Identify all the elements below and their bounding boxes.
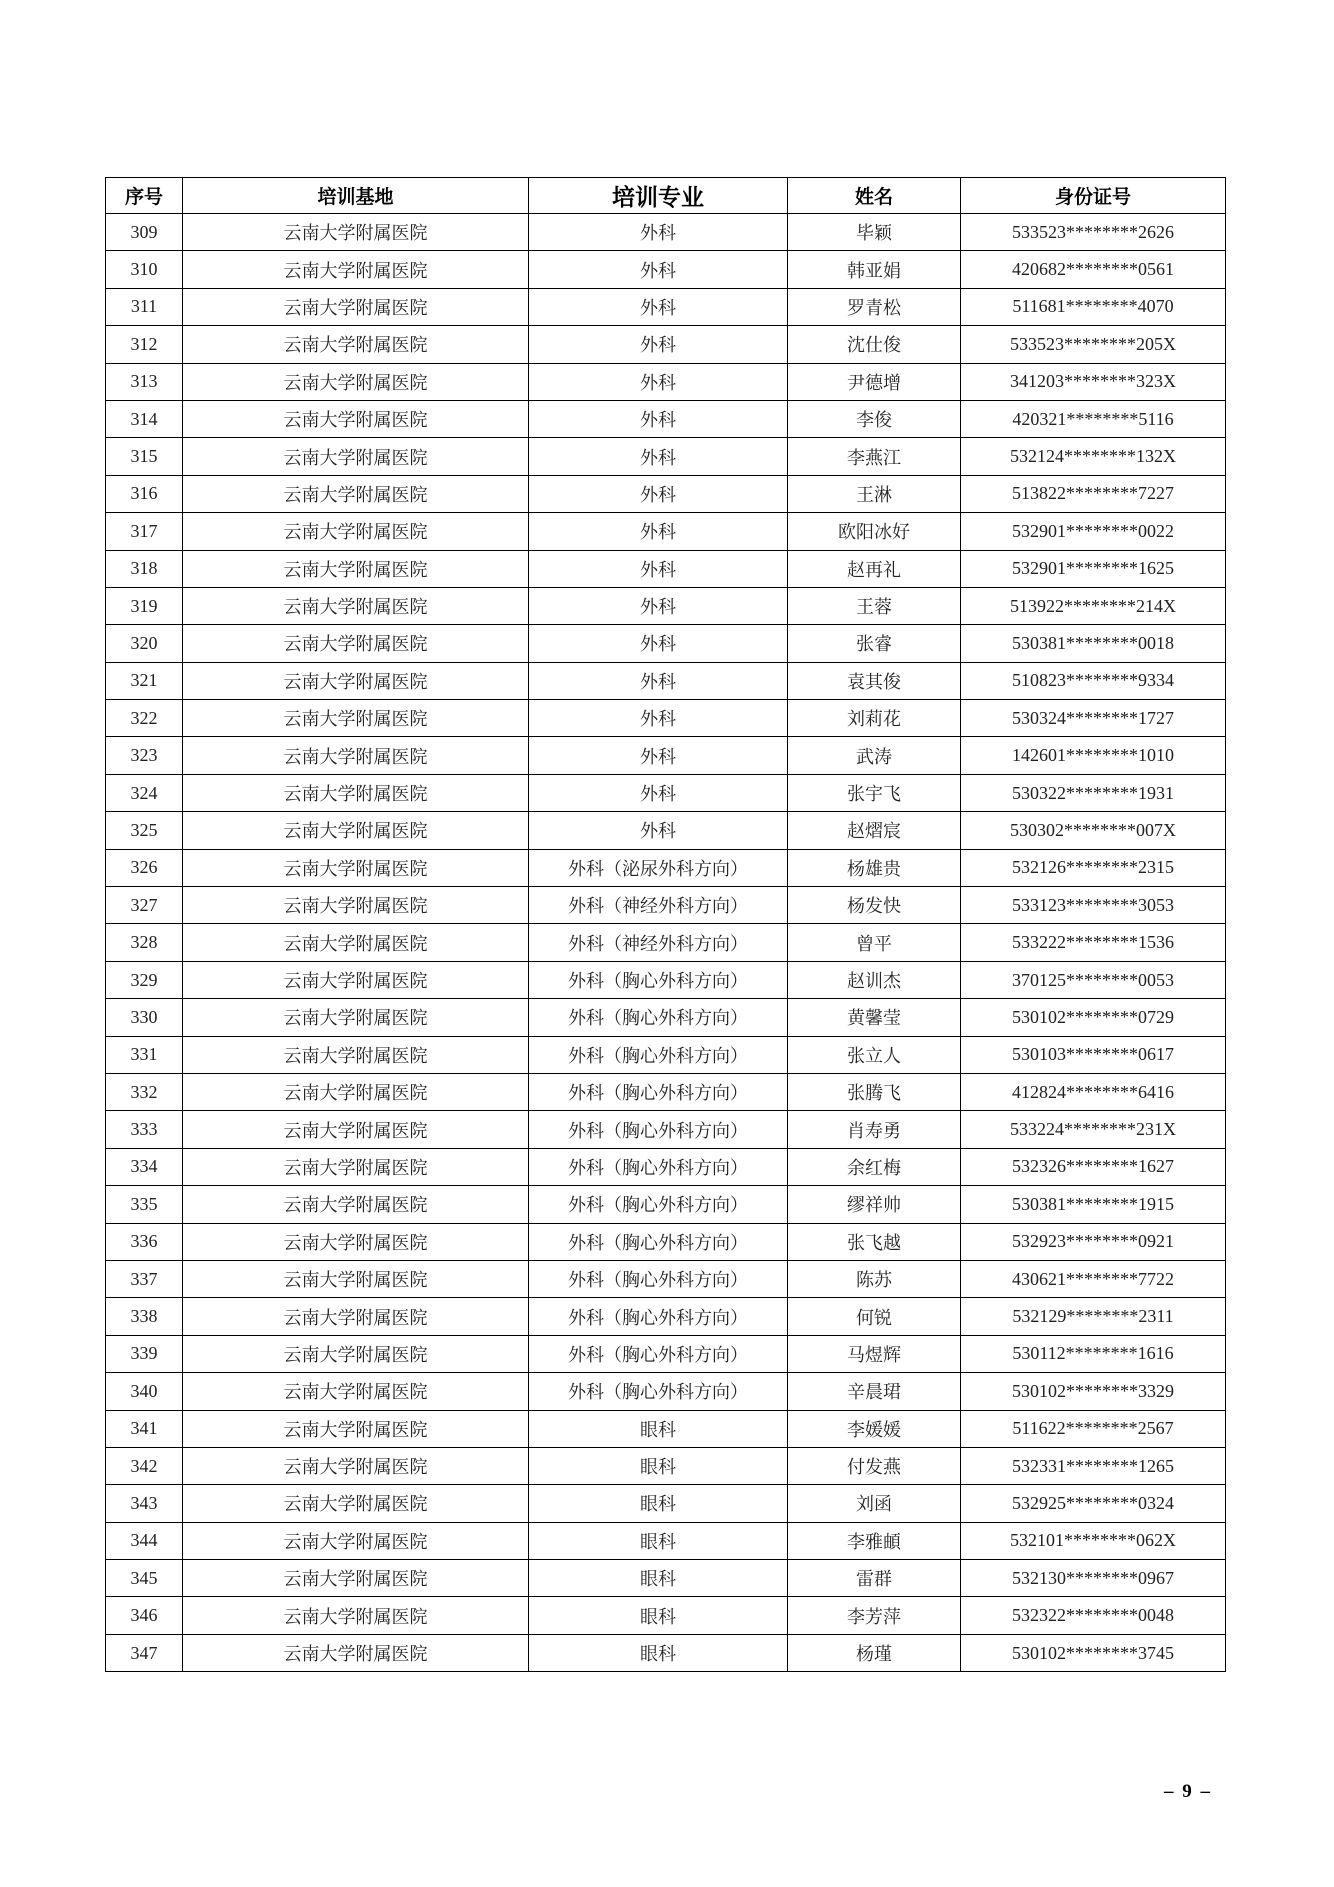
table-row bbox=[106, 961, 1226, 998]
cell-serial-number: 324 bbox=[106, 774, 183, 811]
cell-training-major: 外科（胸心外科方向） bbox=[529, 961, 788, 998]
cell-id-number: 530302********007X bbox=[961, 812, 1226, 849]
table-row bbox=[106, 1485, 1226, 1522]
cell-training-base: 云南大学附属医院 bbox=[183, 812, 529, 849]
cell-name: 李媛媛 bbox=[788, 1410, 961, 1447]
cell-training-major: 眼科 bbox=[529, 1447, 788, 1484]
cell-training-major: 外科 bbox=[529, 475, 788, 512]
cell-serial-number: 309 bbox=[106, 214, 183, 251]
cell-id-number: 430621********7722 bbox=[961, 1260, 1226, 1297]
cell-serial-number: 333 bbox=[106, 1111, 183, 1148]
cell-name: 马煜辉 bbox=[788, 1335, 961, 1372]
cell-name: 辛晨珺 bbox=[788, 1373, 961, 1410]
cell-name: 韩亚娟 bbox=[788, 251, 961, 288]
cell-serial-number: 334 bbox=[106, 1148, 183, 1185]
cell-training-major: 外科 bbox=[529, 700, 788, 737]
cell-training-major: 外科（胸心外科方向） bbox=[529, 1111, 788, 1148]
cell-name: 罗青松 bbox=[788, 288, 961, 325]
cell-training-major: 眼科 bbox=[529, 1485, 788, 1522]
cell-id-number: 532326********1627 bbox=[961, 1148, 1226, 1185]
cell-serial-number: 323 bbox=[106, 737, 183, 774]
cell-name: 何锐 bbox=[788, 1298, 961, 1335]
cell-name: 李雅頔 bbox=[788, 1522, 961, 1559]
cell-training-base: 云南大学附属医院 bbox=[183, 288, 529, 325]
cell-id-number: 533224********231X bbox=[961, 1111, 1226, 1148]
cell-training-major: 眼科 bbox=[529, 1410, 788, 1447]
cell-training-major: 外科 bbox=[529, 438, 788, 475]
table-row bbox=[106, 700, 1226, 737]
cell-training-base: 云南大学附属医院 bbox=[183, 1036, 529, 1073]
table-row bbox=[106, 475, 1226, 512]
cell-serial-number: 338 bbox=[106, 1298, 183, 1335]
cell-serial-number: 313 bbox=[106, 363, 183, 400]
cell-serial-number: 322 bbox=[106, 700, 183, 737]
cell-id-number: 530102********3745 bbox=[961, 1634, 1226, 1671]
cell-id-number: 530103********0617 bbox=[961, 1036, 1226, 1073]
cell-training-major: 外科（胸心外科方向） bbox=[529, 999, 788, 1036]
cell-training-base: 云南大学附属医院 bbox=[183, 774, 529, 811]
cell-id-number: 510823********9334 bbox=[961, 662, 1226, 699]
table-row bbox=[106, 887, 1226, 924]
cell-serial-number: 337 bbox=[106, 1260, 183, 1297]
cell-training-major: 外科 bbox=[529, 251, 788, 288]
table-row bbox=[106, 251, 1226, 288]
cell-name: 陈苏 bbox=[788, 1260, 961, 1297]
cell-serial-number: 335 bbox=[106, 1186, 183, 1223]
cell-id-number: 420321********5116 bbox=[961, 400, 1226, 437]
cell-name: 李俊 bbox=[788, 400, 961, 437]
cell-name: 黄馨莹 bbox=[788, 999, 961, 1036]
cell-serial-number: 340 bbox=[106, 1373, 183, 1410]
cell-training-base: 云南大学附属医院 bbox=[183, 1373, 529, 1410]
cell-training-base: 云南大学附属医院 bbox=[183, 1223, 529, 1260]
cell-serial-number: 331 bbox=[106, 1036, 183, 1073]
cell-name: 赵再礼 bbox=[788, 550, 961, 587]
cell-serial-number: 336 bbox=[106, 1223, 183, 1260]
cell-id-number: 533123********3053 bbox=[961, 887, 1226, 924]
cell-id-number: 530381********0018 bbox=[961, 625, 1226, 662]
cell-serial-number: 316 bbox=[106, 475, 183, 512]
cell-training-major: 外科（胸心外科方向） bbox=[529, 1223, 788, 1260]
table-row bbox=[106, 1298, 1226, 1335]
cell-serial-number: 328 bbox=[106, 924, 183, 961]
cell-training-major: 外科 bbox=[529, 214, 788, 251]
cell-name: 张宇飞 bbox=[788, 774, 961, 811]
cell-training-major: 外科（胸心外科方向） bbox=[529, 1073, 788, 1110]
cell-id-number: 532129********2311 bbox=[961, 1298, 1226, 1335]
cell-training-base: 云南大学附属医院 bbox=[183, 1335, 529, 1372]
cell-training-base: 云南大学附属医院 bbox=[183, 1111, 529, 1148]
cell-id-number: 532331********1265 bbox=[961, 1447, 1226, 1484]
cell-training-major: 眼科 bbox=[529, 1522, 788, 1559]
cell-training-base: 云南大学附属医院 bbox=[183, 1148, 529, 1185]
cell-serial-number: 343 bbox=[106, 1485, 183, 1522]
trainee-roster-table bbox=[105, 177, 1226, 1672]
table-row bbox=[106, 1111, 1226, 1148]
cell-training-base: 云南大学附属医院 bbox=[183, 438, 529, 475]
table-header-row bbox=[106, 178, 1226, 214]
cell-id-number: 530102********0729 bbox=[961, 999, 1226, 1036]
cell-training-major: 外科 bbox=[529, 550, 788, 587]
cell-training-base: 云南大学附属医院 bbox=[183, 1073, 529, 1110]
table-row bbox=[106, 1522, 1226, 1559]
cell-serial-number: 346 bbox=[106, 1597, 183, 1634]
cell-training-base: 云南大学附属医院 bbox=[183, 1260, 529, 1297]
cell-training-base: 云南大学附属医院 bbox=[183, 961, 529, 998]
table-row bbox=[106, 400, 1226, 437]
cell-training-base: 云南大学附属医院 bbox=[183, 1597, 529, 1634]
cell-serial-number: 339 bbox=[106, 1335, 183, 1372]
column-header-serial-number: 序号 bbox=[106, 178, 183, 214]
cell-serial-number: 315 bbox=[106, 438, 183, 475]
cell-serial-number: 314 bbox=[106, 400, 183, 437]
cell-serial-number: 312 bbox=[106, 326, 183, 363]
cell-training-base: 云南大学附属医院 bbox=[183, 587, 529, 624]
table-row bbox=[106, 1186, 1226, 1223]
cell-name: 袁其俊 bbox=[788, 662, 961, 699]
cell-id-number: 530381********1915 bbox=[961, 1186, 1226, 1223]
cell-name: 赵训杰 bbox=[788, 961, 961, 998]
column-header-name: 姓名 bbox=[788, 178, 961, 214]
cell-id-number: 533222********1536 bbox=[961, 924, 1226, 961]
cell-training-major: 外科（泌尿外科方向） bbox=[529, 849, 788, 886]
table-row bbox=[106, 513, 1226, 550]
cell-training-base: 云南大学附属医院 bbox=[183, 1560, 529, 1597]
cell-training-major: 外科（胸心外科方向） bbox=[529, 1298, 788, 1335]
cell-training-base: 云南大学附属医院 bbox=[183, 214, 529, 251]
column-header-training-base: 培训基地 bbox=[183, 178, 529, 214]
cell-training-base: 云南大学附属医院 bbox=[183, 924, 529, 961]
cell-id-number: 341203********323X bbox=[961, 363, 1226, 400]
table-row bbox=[106, 1447, 1226, 1484]
cell-serial-number: 344 bbox=[106, 1522, 183, 1559]
cell-name: 欧阳冰好 bbox=[788, 513, 961, 550]
cell-serial-number: 326 bbox=[106, 849, 183, 886]
cell-name: 毕颖 bbox=[788, 214, 961, 251]
cell-training-base: 云南大学附属医院 bbox=[183, 326, 529, 363]
table-row bbox=[106, 363, 1226, 400]
cell-training-major: 眼科 bbox=[529, 1560, 788, 1597]
cell-training-base: 云南大学附属医院 bbox=[183, 1447, 529, 1484]
table-row bbox=[106, 1260, 1226, 1297]
cell-name: 刘函 bbox=[788, 1485, 961, 1522]
cell-serial-number: 325 bbox=[106, 812, 183, 849]
cell-training-base: 云南大学附属医院 bbox=[183, 1298, 529, 1335]
cell-training-major: 眼科 bbox=[529, 1634, 788, 1671]
cell-training-base: 云南大学附属医院 bbox=[183, 363, 529, 400]
cell-serial-number: 347 bbox=[106, 1634, 183, 1671]
cell-id-number: 513922********214X bbox=[961, 587, 1226, 624]
cell-id-number: 533523********2626 bbox=[961, 214, 1226, 251]
cell-training-major: 外科 bbox=[529, 288, 788, 325]
cell-id-number: 532923********0921 bbox=[961, 1223, 1226, 1260]
cell-name: 沈仕俊 bbox=[788, 326, 961, 363]
cell-name: 杨瑾 bbox=[788, 1634, 961, 1671]
cell-training-major: 外科 bbox=[529, 737, 788, 774]
table-row bbox=[106, 812, 1226, 849]
cell-name: 李燕江 bbox=[788, 438, 961, 475]
cell-serial-number: 318 bbox=[106, 550, 183, 587]
cell-training-base: 云南大学附属医院 bbox=[183, 737, 529, 774]
cell-training-major: 外科（胸心外科方向） bbox=[529, 1036, 788, 1073]
cell-name: 肖寿勇 bbox=[788, 1111, 961, 1148]
table-row bbox=[106, 1634, 1226, 1671]
table-row bbox=[106, 326, 1226, 363]
cell-serial-number: 321 bbox=[106, 662, 183, 699]
cell-training-major: 外科 bbox=[529, 400, 788, 437]
cell-training-base: 云南大学附属医院 bbox=[183, 550, 529, 587]
cell-training-major: 外科（胸心外科方向） bbox=[529, 1373, 788, 1410]
table-row bbox=[106, 849, 1226, 886]
cell-name: 付发燕 bbox=[788, 1447, 961, 1484]
cell-training-base: 云南大学附属医院 bbox=[183, 1186, 529, 1223]
table-row bbox=[106, 924, 1226, 961]
cell-id-number: 530322********1931 bbox=[961, 774, 1226, 811]
cell-name: 张腾飞 bbox=[788, 1073, 961, 1110]
table-row bbox=[106, 625, 1226, 662]
table-row bbox=[106, 1335, 1226, 1372]
cell-training-base: 云南大学附属医院 bbox=[183, 475, 529, 512]
cell-training-base: 云南大学附属医院 bbox=[183, 849, 529, 886]
table-row bbox=[106, 1036, 1226, 1073]
cell-id-number: 532901********1625 bbox=[961, 550, 1226, 587]
cell-id-number: 412824********6416 bbox=[961, 1073, 1226, 1110]
cell-training-base: 云南大学附属医院 bbox=[183, 1410, 529, 1447]
cell-name: 王蓉 bbox=[788, 587, 961, 624]
cell-training-base: 云南大学附属医院 bbox=[183, 1485, 529, 1522]
table-row bbox=[106, 1148, 1226, 1185]
cell-serial-number: 311 bbox=[106, 288, 183, 325]
cell-id-number: 142601********1010 bbox=[961, 737, 1226, 774]
cell-name: 雷群 bbox=[788, 1560, 961, 1597]
cell-name: 余红梅 bbox=[788, 1148, 961, 1185]
table-row bbox=[106, 737, 1226, 774]
cell-serial-number: 317 bbox=[106, 513, 183, 550]
cell-training-major: 外科 bbox=[529, 326, 788, 363]
table-row bbox=[106, 214, 1226, 251]
table-row bbox=[106, 1410, 1226, 1447]
cell-training-major: 外科（神经外科方向） bbox=[529, 887, 788, 924]
cell-name: 张飞越 bbox=[788, 1223, 961, 1260]
cell-id-number: 511622********2567 bbox=[961, 1410, 1226, 1447]
cell-name: 曾平 bbox=[788, 924, 961, 961]
column-header-training-major: 培训专业 bbox=[529, 178, 788, 214]
cell-name: 赵熠宸 bbox=[788, 812, 961, 849]
page-number: – 9 – bbox=[1164, 1781, 1212, 1802]
cell-training-base: 云南大学附属医院 bbox=[183, 1634, 529, 1671]
cell-serial-number: 341 bbox=[106, 1410, 183, 1447]
cell-serial-number: 342 bbox=[106, 1447, 183, 1484]
cell-id-number: 532101********062X bbox=[961, 1522, 1226, 1559]
cell-training-base: 云南大学附属医院 bbox=[183, 625, 529, 662]
cell-name: 张睿 bbox=[788, 625, 961, 662]
cell-training-major: 外科（胸心外科方向） bbox=[529, 1148, 788, 1185]
cell-id-number: 532126********2315 bbox=[961, 849, 1226, 886]
cell-training-major: 外科 bbox=[529, 513, 788, 550]
table-row bbox=[106, 1560, 1226, 1597]
cell-training-major: 外科 bbox=[529, 662, 788, 699]
cell-id-number: 370125********0053 bbox=[961, 961, 1226, 998]
table-row bbox=[106, 1373, 1226, 1410]
cell-id-number: 532925********0324 bbox=[961, 1485, 1226, 1522]
table-row bbox=[106, 587, 1226, 624]
cell-serial-number: 329 bbox=[106, 961, 183, 998]
cell-name: 尹德增 bbox=[788, 363, 961, 400]
cell-training-base: 云南大学附属医院 bbox=[183, 513, 529, 550]
cell-serial-number: 332 bbox=[106, 1073, 183, 1110]
table-row bbox=[106, 1073, 1226, 1110]
cell-name: 张立人 bbox=[788, 1036, 961, 1073]
cell-training-major: 外科（胸心外科方向） bbox=[529, 1260, 788, 1297]
cell-training-base: 云南大学附属医院 bbox=[183, 887, 529, 924]
cell-training-major: 外科（神经外科方向） bbox=[529, 924, 788, 961]
cell-training-base: 云南大学附属医院 bbox=[183, 251, 529, 288]
cell-training-base: 云南大学附属医院 bbox=[183, 662, 529, 699]
column-header-id-number: 身份证号 bbox=[961, 178, 1226, 214]
cell-name: 武涛 bbox=[788, 737, 961, 774]
cell-serial-number: 345 bbox=[106, 1560, 183, 1597]
cell-name: 李芳萍 bbox=[788, 1597, 961, 1634]
cell-id-number: 533523********205X bbox=[961, 326, 1226, 363]
table-row bbox=[106, 438, 1226, 475]
cell-serial-number: 320 bbox=[106, 625, 183, 662]
table-row bbox=[106, 550, 1226, 587]
cell-name: 杨雄贵 bbox=[788, 849, 961, 886]
cell-id-number: 532322********0048 bbox=[961, 1597, 1226, 1634]
cell-training-base: 云南大学附属医院 bbox=[183, 999, 529, 1036]
table-body bbox=[106, 214, 1226, 1672]
cell-training-major: 外科 bbox=[529, 812, 788, 849]
table-row bbox=[106, 999, 1226, 1036]
table-row bbox=[106, 774, 1226, 811]
cell-training-major: 外科 bbox=[529, 774, 788, 811]
cell-training-major: 外科（胸心外科方向） bbox=[529, 1186, 788, 1223]
cell-name: 杨发快 bbox=[788, 887, 961, 924]
cell-name: 王淋 bbox=[788, 475, 961, 512]
cell-training-base: 云南大学附属医院 bbox=[183, 1522, 529, 1559]
table-row bbox=[106, 1597, 1226, 1634]
cell-id-number: 513822********7227 bbox=[961, 475, 1226, 512]
cell-serial-number: 330 bbox=[106, 999, 183, 1036]
cell-id-number: 530324********1727 bbox=[961, 700, 1226, 737]
cell-id-number: 530112********1616 bbox=[961, 1335, 1226, 1372]
table-row bbox=[106, 288, 1226, 325]
cell-name: 刘莉花 bbox=[788, 700, 961, 737]
cell-id-number: 511681********4070 bbox=[961, 288, 1226, 325]
table-row bbox=[106, 662, 1226, 699]
cell-name: 缪祥帅 bbox=[788, 1186, 961, 1223]
cell-training-base: 云南大学附属医院 bbox=[183, 700, 529, 737]
cell-training-major: 外科 bbox=[529, 363, 788, 400]
cell-serial-number: 319 bbox=[106, 587, 183, 624]
cell-id-number: 532130********0967 bbox=[961, 1560, 1226, 1597]
cell-id-number: 532124********132X bbox=[961, 438, 1226, 475]
cell-training-major: 外科（胸心外科方向） bbox=[529, 1335, 788, 1372]
cell-serial-number: 327 bbox=[106, 887, 183, 924]
cell-training-major: 外科 bbox=[529, 625, 788, 662]
table-row bbox=[106, 1223, 1226, 1260]
cell-training-base: 云南大学附属医院 bbox=[183, 400, 529, 437]
cell-training-major: 眼科 bbox=[529, 1597, 788, 1634]
cell-serial-number: 310 bbox=[106, 251, 183, 288]
cell-id-number: 530102********3329 bbox=[961, 1373, 1226, 1410]
cell-id-number: 420682********0561 bbox=[961, 251, 1226, 288]
cell-training-major: 外科 bbox=[529, 587, 788, 624]
cell-id-number: 532901********0022 bbox=[961, 513, 1226, 550]
